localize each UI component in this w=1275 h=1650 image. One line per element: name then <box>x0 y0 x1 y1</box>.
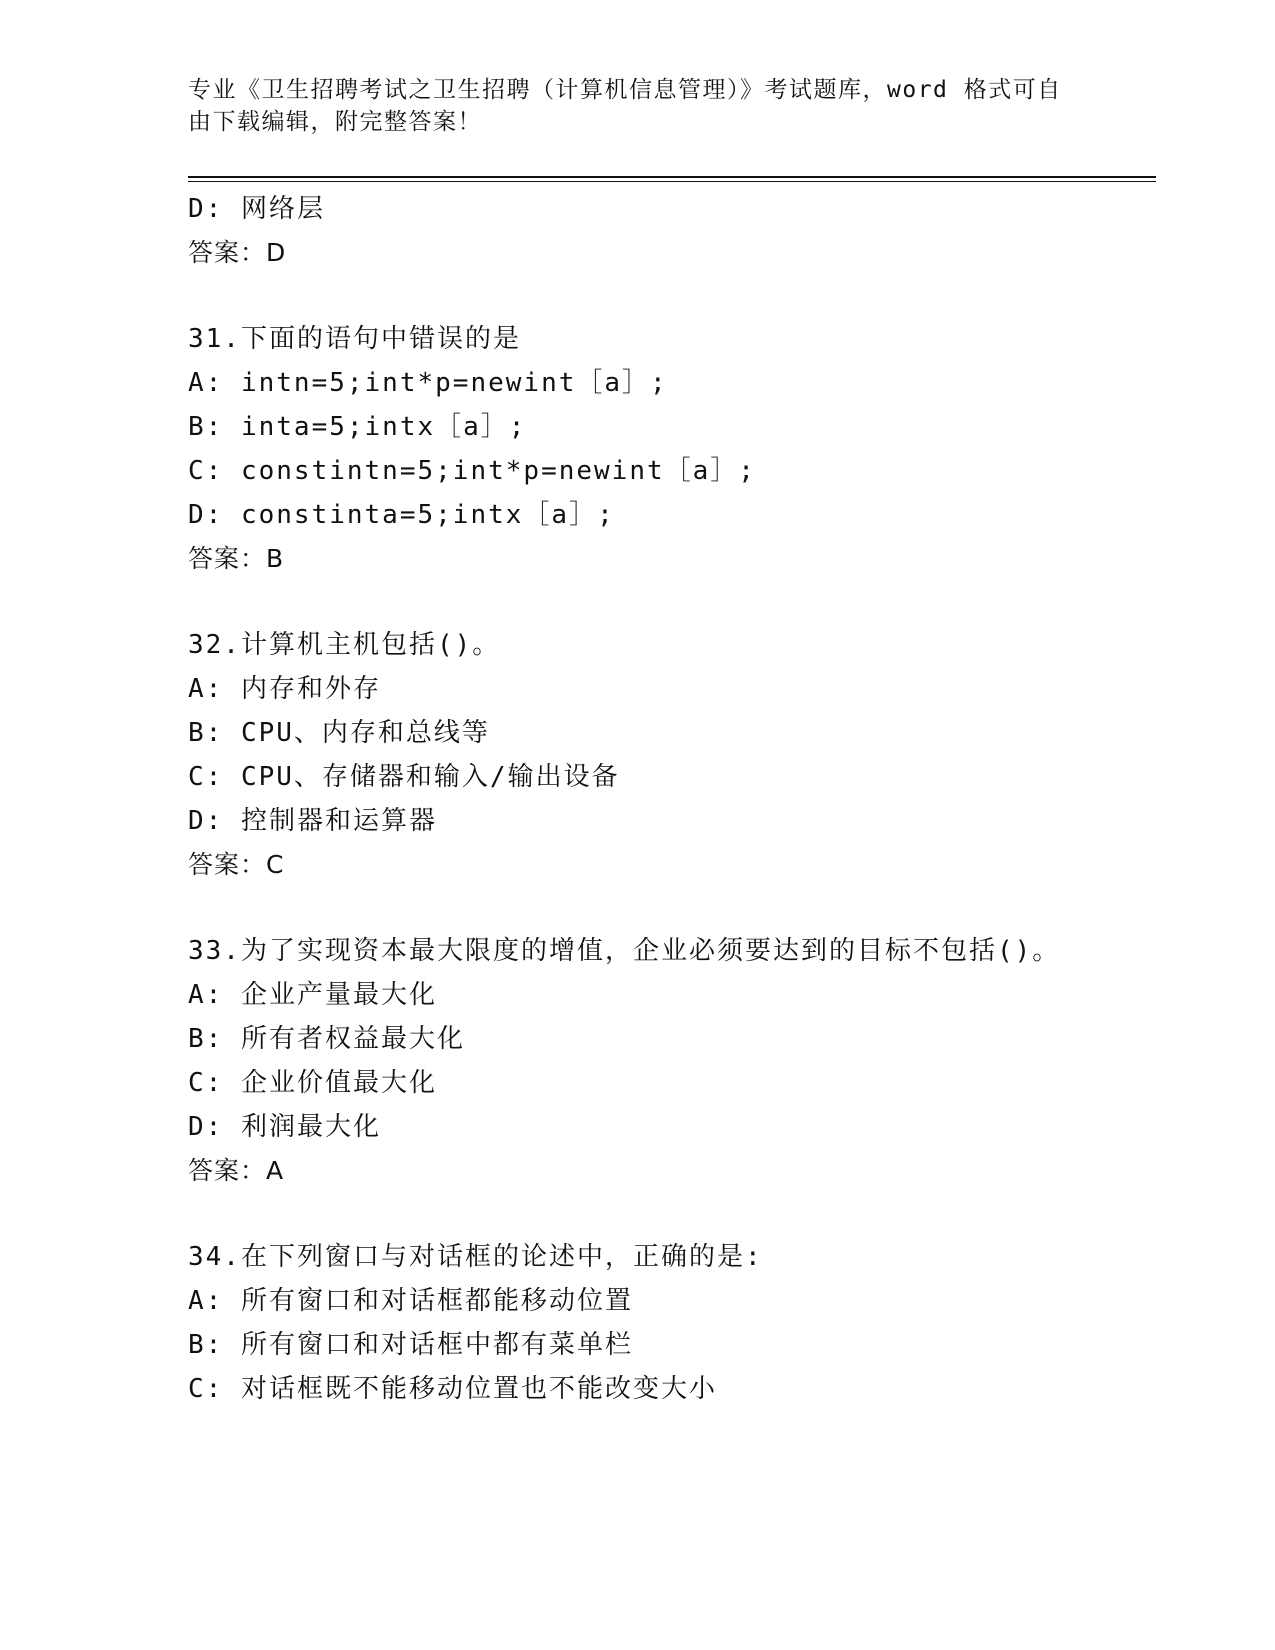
q33-answer: 答案：A <box>188 1156 285 1185</box>
header-rule-thick <box>188 176 1156 178</box>
header-line-1: 专业《卫生招聘考试之卫生招聘（计算机信息管理）》考试题库，word 格式可自 <box>188 77 1062 103</box>
header-rule-thin <box>188 181 1156 182</box>
q31-option-b: B: inta=5;intx［a］; <box>188 412 527 442</box>
q34-option-a: A: 所有窗口和对话框都能移动位置 <box>188 1286 633 1316</box>
q31-option-a: A: intn=5;int*p=newint［a］; <box>188 368 668 398</box>
header-line-2: 由下载编辑，附完整答案！ <box>188 109 482 135</box>
document-header <box>188 74 1068 138</box>
q32-answer: 答案：C <box>188 850 285 879</box>
q31-option-c: C: constintn=5;int*p=newint［a］; <box>188 456 756 486</box>
q32-option-a: A: 内存和外存 <box>188 674 381 704</box>
q33-option-a: A: 企业产量最大化 <box>188 980 437 1010</box>
q33-option-d: D: 利润最大化 <box>188 1112 381 1142</box>
q31-option-d: D: constinta=5;intx［a］; <box>188 500 615 530</box>
q32-option-b: B: CPU、内存和总线等 <box>188 718 490 748</box>
q32-option-d: D: 控制器和运算器 <box>188 806 437 836</box>
q33-option-c: C: 企业价值最大化 <box>188 1068 437 1098</box>
q34-option-c: C: 对话框既不能移动位置也不能改变大小 <box>188 1374 717 1404</box>
q30-option-d: D: 网络层 <box>188 194 325 224</box>
q31-stem: 31.下面的语句中错误的是 <box>188 324 521 354</box>
q33-stem: 33.为了实现资本最大限度的增值，企业必须要达到的目标不包括()。 <box>188 936 1061 966</box>
q34-stem: 34.在下列窗口与对话框的论述中，正确的是: <box>188 1242 763 1272</box>
q32-stem: 32.计算机主机包括()。 <box>188 630 501 660</box>
q31-answer: 答案：B <box>188 544 285 573</box>
q30-answer: 答案：D <box>188 238 287 267</box>
q33-option-b: B: 所有者权益最大化 <box>188 1024 465 1054</box>
q34-option-b: B: 所有窗口和对话框中都有菜单栏 <box>188 1330 633 1360</box>
q32-option-c: C: CPU、存储器和输入/输出设备 <box>188 762 620 792</box>
